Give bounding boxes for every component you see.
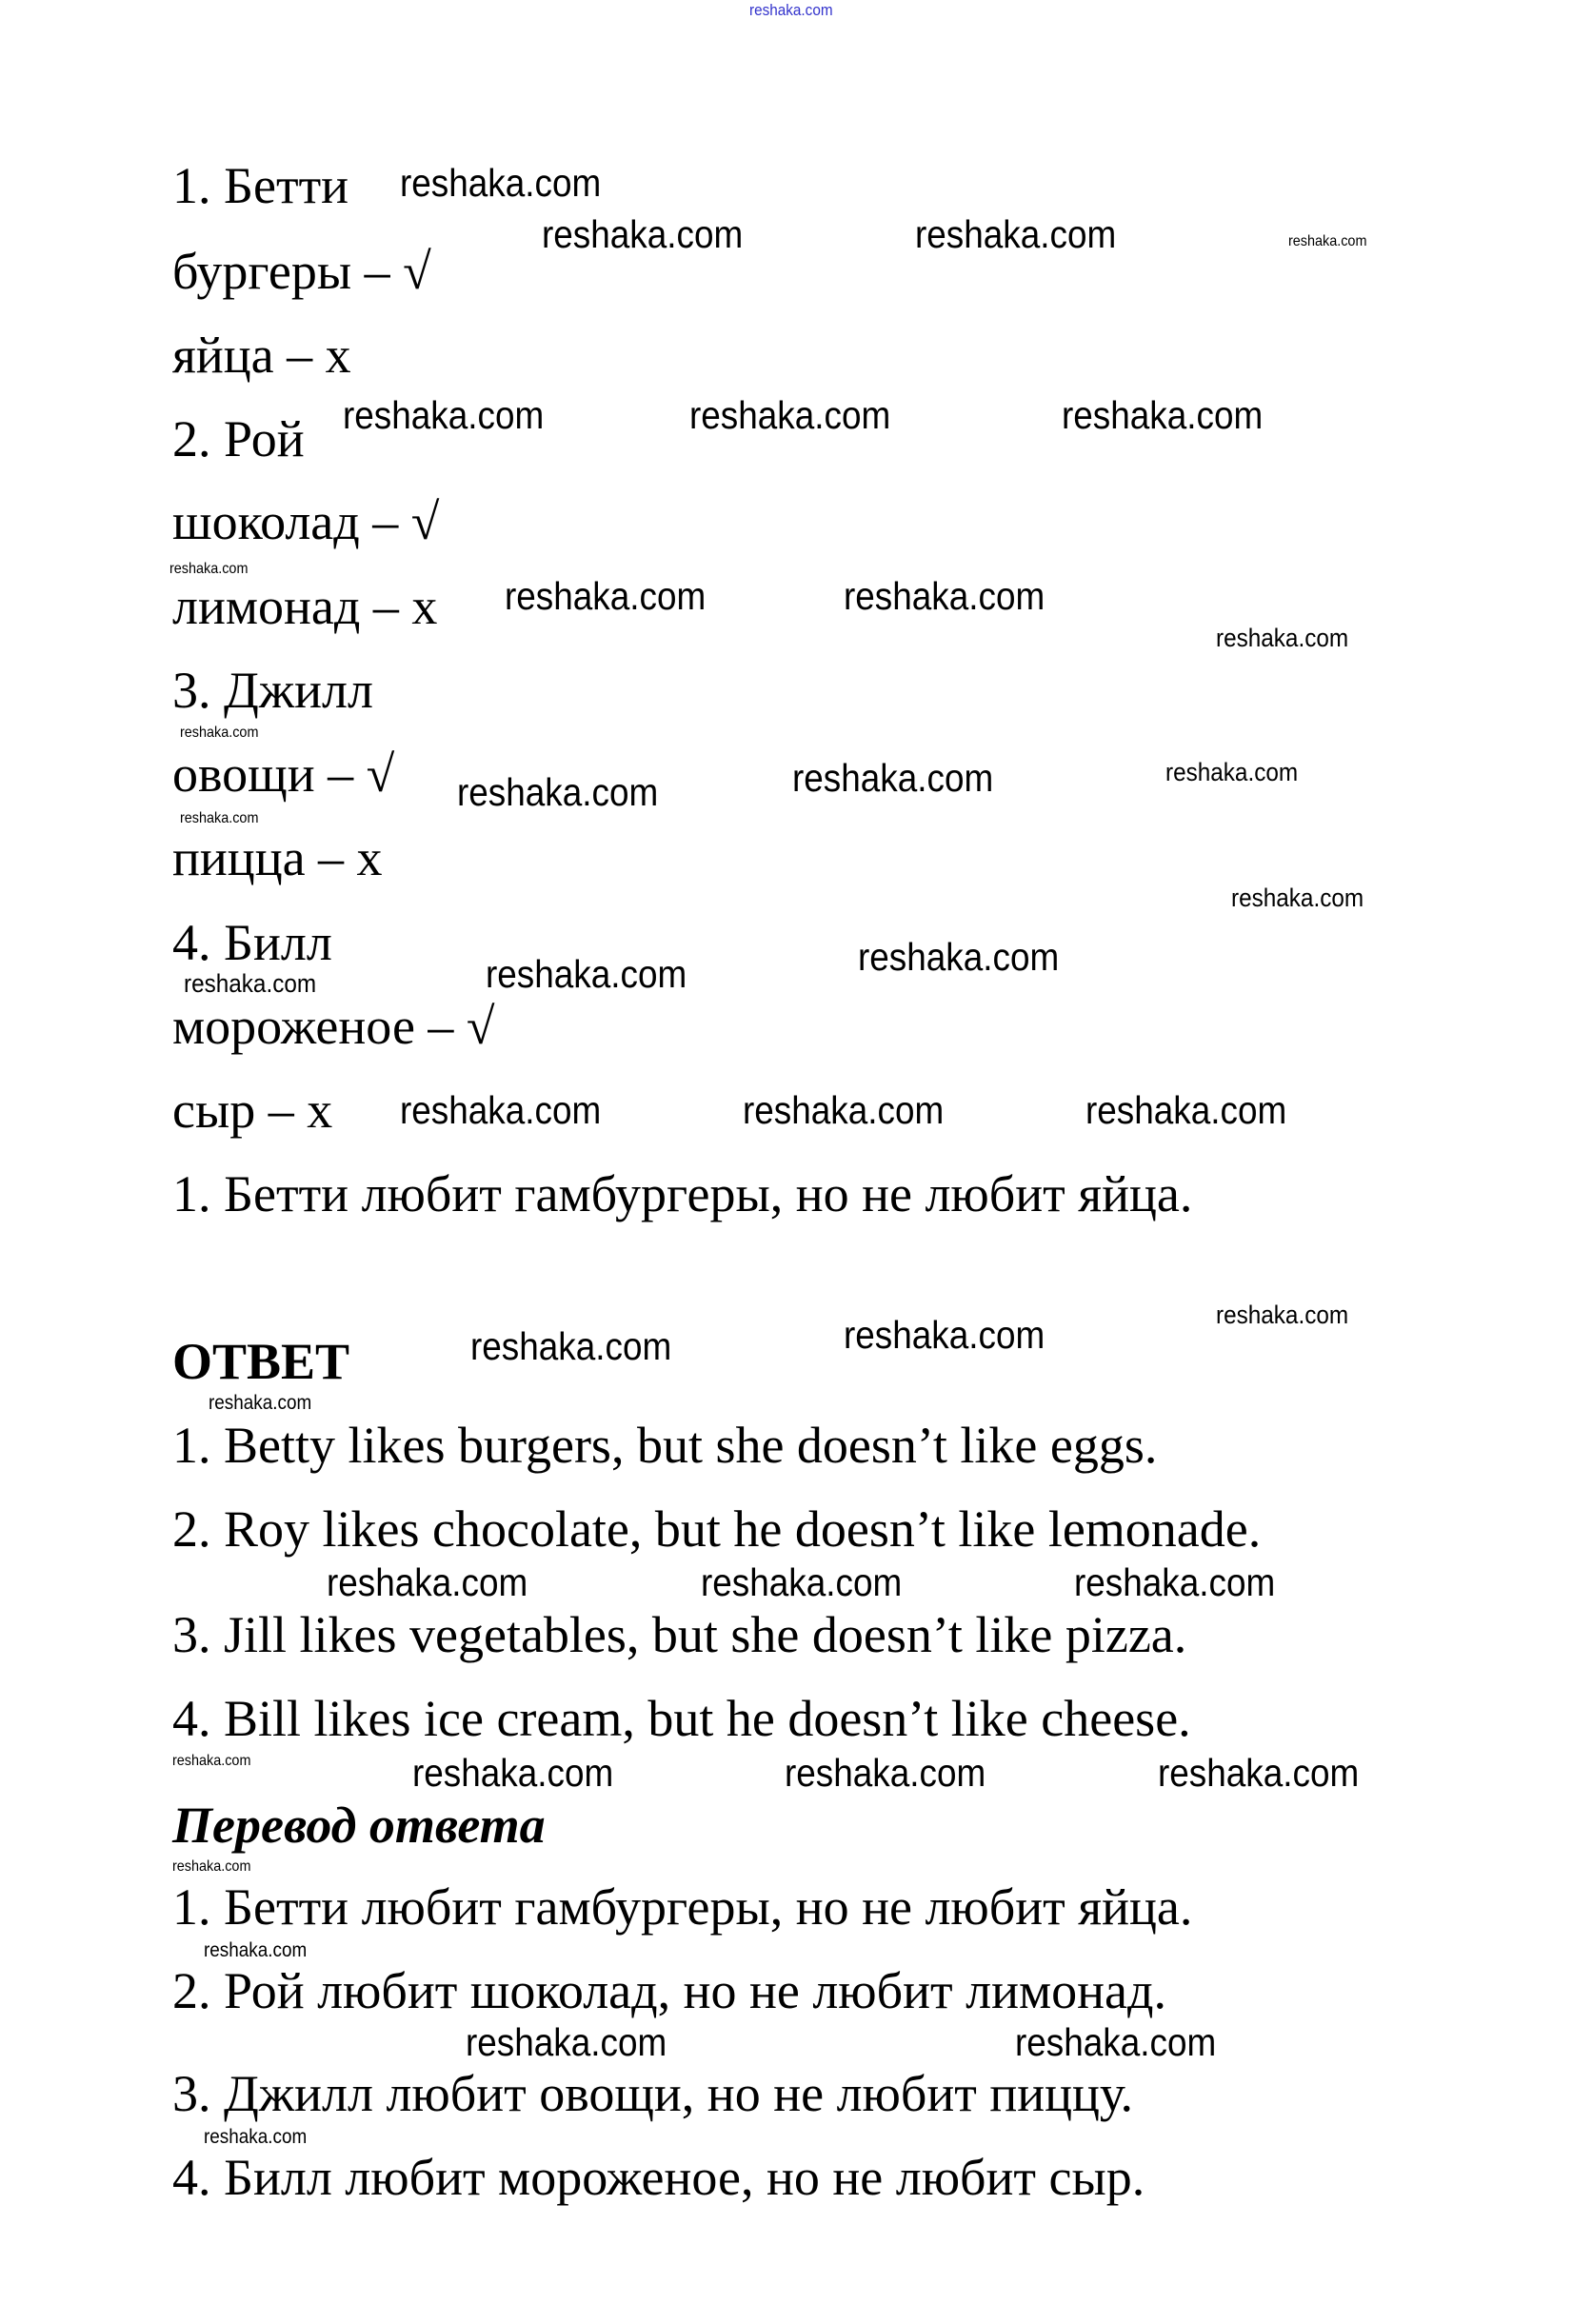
watermark: reshaka.com [1158, 1751, 1360, 1795]
watermark: reshaka.com [1216, 624, 1349, 652]
watermark: reshaka.com [327, 1560, 528, 1604]
watermark: reshaka.com [689, 393, 891, 437]
watermark: reshaka.com [858, 935, 1060, 979]
watermark: reshaka.com [457, 770, 659, 814]
watermark: reshaka.com [505, 574, 707, 618]
watermark: reshaka.com [180, 810, 259, 826]
watermark: reshaka.com [785, 1751, 986, 1795]
answer-line: 4. Bill likes ice cream, but he doesn’t like cheese. [172, 1690, 1191, 1747]
watermark: reshaka.com [1216, 1301, 1349, 1329]
exercise-line: 1. Бетти [172, 157, 349, 214]
watermark: reshaka.com [209, 1392, 312, 1414]
watermark: reshaka.com [400, 161, 602, 205]
watermark: reshaka.com [1074, 1560, 1276, 1604]
watermark: reshaka.com [172, 1753, 251, 1769]
exercise-line: 3. Джилл [172, 662, 373, 719]
translation-line: 3. Джилл любит овощи, но не любит пиццу. [172, 2065, 1134, 2122]
exercise-line: бургеры – √ [172, 243, 431, 300]
exercise-line: сыр – x [172, 1082, 333, 1139]
watermark: reshaka.com [466, 2020, 667, 2064]
answer-line: 2. Roy likes chocolate, but he doesn’t like lemonade. [172, 1500, 1262, 1558]
watermark: reshaka.com [204, 1939, 308, 1961]
watermark: reshaka.com [844, 574, 1045, 618]
watermark: reshaka.com [412, 1751, 614, 1795]
exercise-line: мороженое – √ [172, 998, 495, 1055]
translation-line: 4. Билл любит мороженое, но не любит сыр. [172, 2149, 1145, 2206]
watermark: reshaka.com [470, 1324, 672, 1368]
watermark: reshaka.com [1085, 1088, 1287, 1132]
answer-line: 3. Jill likes vegetables, but she doesn’t like pizza. [172, 1606, 1187, 1663]
watermark: reshaka.com [844, 1313, 1045, 1357]
watermark: reshaka.com [915, 212, 1117, 256]
watermark: reshaka.com [1165, 758, 1299, 786]
watermark: reshaka.com [743, 1088, 945, 1132]
watermark: reshaka.com [792, 756, 994, 800]
exercise-line: 2. Рой [172, 410, 305, 467]
watermark: reshaka.com [169, 561, 249, 577]
exercise-line: шоколад – √ [172, 493, 440, 550]
exercise-line: 4. Билл [172, 914, 332, 971]
watermark: reshaka.com [1231, 884, 1364, 912]
translation-line: 1. Бетти любит гамбургеры, но не любит яйца. [172, 1878, 1193, 1936]
answer-line: 1. Betty likes burgers, but she doesn’t like eggs. [172, 1417, 1158, 1474]
exercise-line: пицца – x [172, 829, 383, 886]
watermark: reshaka.com [1288, 233, 1367, 249]
watermark: reshaka.com [542, 212, 744, 256]
answer-heading: ОТВЕТ [172, 1333, 350, 1390]
watermark: reshaka.com [172, 1858, 251, 1875]
top-watermark-link[interactable]: reshaka.com [749, 1, 833, 19]
exercise-line: яйца – x [172, 327, 351, 384]
watermark: reshaka.com [1062, 393, 1264, 437]
watermark: reshaka.com [701, 1560, 903, 1604]
translation-heading: Перевод ответа [172, 1797, 546, 1854]
watermark: reshaka.com [204, 2126, 308, 2148]
translation-line: 2. Рой любит шоколад, но не любит лимонад. [172, 1962, 1166, 2019]
watermark: reshaka.com [343, 393, 545, 437]
watermark: reshaka.com [180, 725, 259, 741]
watermark: reshaka.com [184, 969, 317, 998]
exercise-line: овощи – √ [172, 745, 395, 803]
watermark: reshaka.com [486, 952, 687, 996]
watermark: reshaka.com [1015, 2020, 1217, 2064]
watermark: reshaka.com [400, 1088, 602, 1132]
exercise-line: 1. Бетти любит гамбургеры, но не любит яйца. [172, 1165, 1193, 1222]
exercise-line: лимонад – x [172, 578, 438, 635]
